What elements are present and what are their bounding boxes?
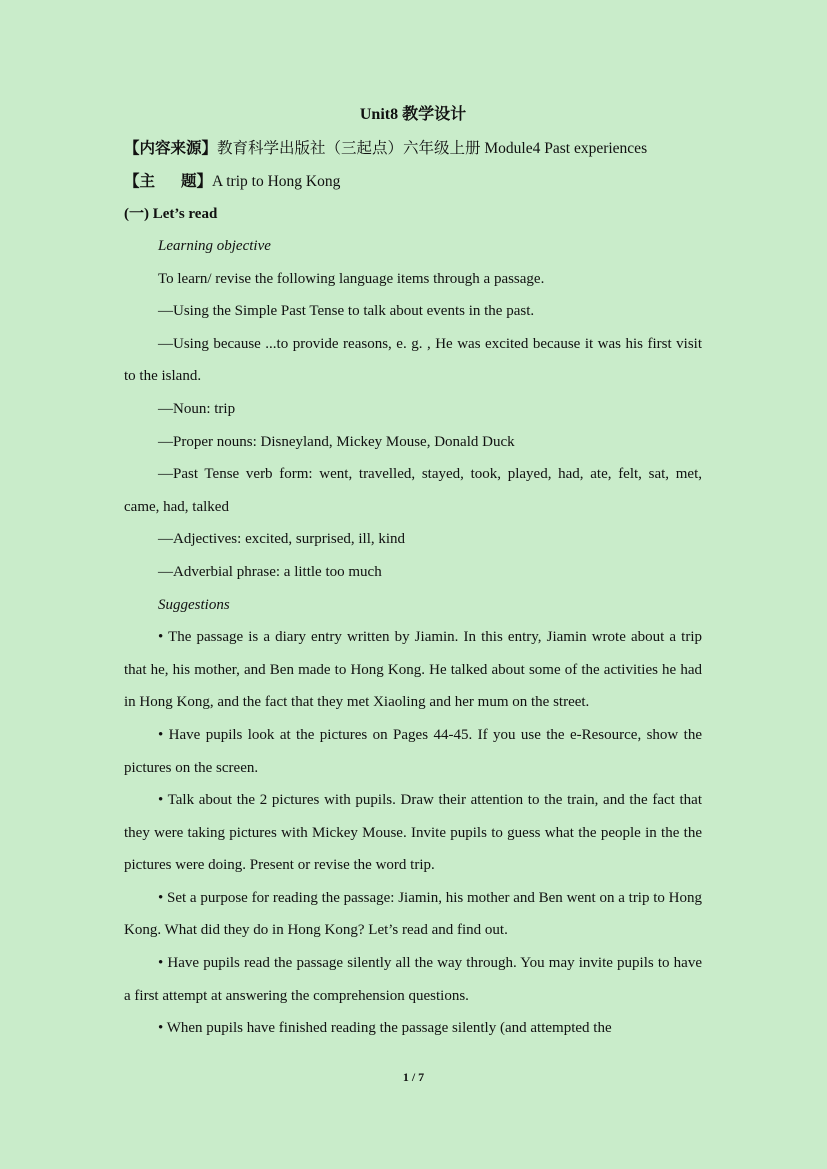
objective-item: —Using because ...to provide reasons, e. g. , He was excited because it was his first visit to the island. (124, 335, 702, 385)
objective-item: —Using the Simple Past Tense to talk about events in the past. (158, 303, 535, 320)
objective-item: —Noun: trip (158, 400, 236, 417)
topic-label-right: 题】 (181, 173, 213, 190)
suggestion-paragraph: • Set a purpose for reading the passage: Jiamin, his mother and Ben went on a trip to Hong Kong. What did they do in Hong Kong? Let’s read and find out. (124, 889, 702, 939)
source-line (124, 132, 702, 165)
topic-line (124, 165, 702, 198)
objective-item: —Past Tense verb form: went, travelled, stayed, took, played, had, ate, felt, sat, met, came, had, talked (124, 466, 702, 515)
suggestions-heading: Suggestions (158, 596, 230, 613)
topic-label (124, 173, 212, 190)
objective-item: —Adjectives: excited, surprised, ill, kind (158, 531, 406, 548)
source-label: 【内容来源】 (124, 140, 218, 157)
suggestion-paragraph: • Have pupils read the passage silently all the way through. You may invite pupils to have a first attempt at answering the comprehension questions. (124, 955, 702, 1004)
objective-item: —Proper nouns: Disneyland, Mickey Mouse, Donald Duck (158, 433, 515, 450)
topic-text: A trip to Hong Kong (212, 173, 341, 190)
document-title: Unit8 教学设计 (359, 106, 467, 123)
suggestion-paragraph: • Have pupils look at the pictures on Pages 44-45. If you use the e-Resource, show the pictures on the screen. (124, 726, 702, 776)
section-heading: (一) Let’s read (124, 206, 218, 222)
page-number: 1 / 7 (402, 1070, 425, 1084)
suggestion-paragraph: • Talk about the 2 pictures with pupils. Draw their attention to the train, and the fact that they were taking pictures with Mickey Mouse. Invite pupils to guess what the people in the the pictures were doing. Present or revise the word trip. (124, 792, 702, 874)
document-page (124, 98, 702, 1045)
objective-heading: Learning objective (158, 238, 271, 254)
suggestion-paragraph: • When pupils have finished reading the passage silently (and attempted the (158, 1020, 612, 1037)
objective-item: —Adverbial phrase: a little too much (158, 563, 382, 580)
source-text: 教育科学出版社（三起点）六年级上册 Module4 Past experiences (217, 140, 648, 157)
suggestion-paragraph: • The passage is a diary entry written by Jiamin. In this entry, Jiamin wrote about a trip that he, his mother, and Ben made to Hong Kong. He talked about some of the activities he had in Hong Kong, and the fact that they met Xiaoling and her mum on the street. (124, 629, 702, 711)
topic-label-left: 【主 (124, 173, 156, 190)
objective-intro: To learn/ revise the following language items through a passage. (158, 270, 545, 287)
